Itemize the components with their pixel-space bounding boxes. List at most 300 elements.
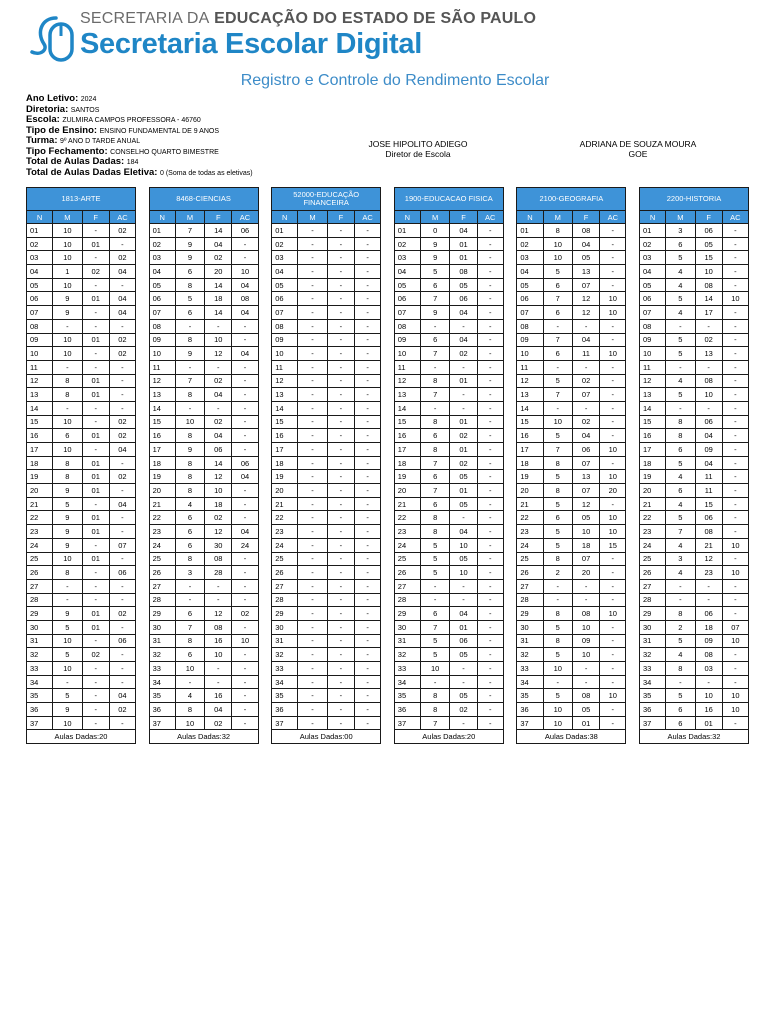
grade-cell: 6 [666, 484, 695, 498]
grade-cell: 21 [517, 497, 543, 511]
grade-cell: - [327, 593, 354, 607]
grade-cell: 10 [53, 237, 82, 251]
grade-cell: 01 [82, 374, 109, 388]
grades-table [149, 187, 259, 744]
grade-cell: 6 [175, 306, 204, 320]
grade-cell: 19 [394, 470, 420, 484]
table-row [394, 579, 503, 593]
table-row [149, 511, 258, 525]
grade-cell: - [232, 388, 258, 402]
grade-cell: - [109, 648, 135, 662]
grade-cell: 7 [420, 388, 449, 402]
grade-cell: 10 [232, 265, 258, 279]
grade-cell: - [232, 443, 258, 457]
table-row [394, 470, 503, 484]
grade-cell: 06 [394, 292, 420, 306]
table-row [394, 620, 503, 634]
grade-cell: 15 [695, 251, 722, 265]
grade-cell: 24 [232, 538, 258, 552]
grade-cell: 7 [420, 620, 449, 634]
table-row [394, 429, 503, 443]
table-row [27, 347, 136, 361]
table-row [639, 579, 748, 593]
grade-cell: - [109, 579, 135, 593]
grade-cell: 8 [175, 429, 204, 443]
grade-cell: 24 [394, 538, 420, 552]
table-row [149, 620, 258, 634]
grade-cell: - [298, 675, 327, 689]
grade-cell: 5 [666, 388, 695, 402]
grade-cell: - [327, 319, 354, 333]
grade-cell: 02 [109, 347, 135, 361]
table-row [639, 456, 748, 470]
grade-cell: 08 [572, 689, 599, 703]
grade-cell: 30 [394, 620, 420, 634]
grade-cell: 9 [53, 703, 82, 717]
table-row [517, 306, 626, 320]
grade-cell: 22 [272, 511, 298, 525]
grade-cell: 05 [639, 278, 665, 292]
grade-cell: - [175, 319, 204, 333]
grade-cell: 14 [205, 224, 232, 238]
grade-cell: - [355, 224, 381, 238]
table-row [27, 716, 136, 730]
grade-cell: 03 [695, 662, 722, 676]
grade-cell: - [82, 443, 109, 457]
grade-cell: 4 [175, 689, 204, 703]
grade-cell: - [232, 484, 258, 498]
grade-cell: 35 [149, 689, 175, 703]
grade-cell: 11 [572, 347, 599, 361]
info-value: CONSELHO QUARTO BIMESTRE [110, 148, 219, 156]
table-row [149, 388, 258, 402]
table-row [149, 703, 258, 717]
grade-cell: - [327, 675, 354, 689]
table-row [27, 579, 136, 593]
grade-cell: - [53, 675, 82, 689]
grade-cell: 34 [639, 675, 665, 689]
grade-cell: 09 [149, 333, 175, 347]
grade-cell: 4 [666, 470, 695, 484]
grade-cell: 06 [695, 224, 722, 238]
grade-cell: 10 [543, 251, 572, 265]
grade-cell: 25 [272, 552, 298, 566]
grade-cell: 04 [109, 497, 135, 511]
table-row [272, 224, 381, 238]
grade-cell: - [298, 497, 327, 511]
grade-cell: 8 [175, 703, 204, 717]
grade-cell: 6 [543, 306, 572, 320]
table-row [394, 333, 503, 347]
grade-cell: 12 [149, 374, 175, 388]
table-row [272, 360, 381, 374]
grade-cell: 20 [572, 566, 599, 580]
table-row [149, 497, 258, 511]
grade-cell: 02 [450, 456, 477, 470]
grade-cell: - [450, 319, 477, 333]
grade-cell: 04 [205, 237, 232, 251]
table-row [272, 401, 381, 415]
grade-cell: - [327, 552, 354, 566]
grade-cell: 10 [543, 415, 572, 429]
grade-cell: - [327, 388, 354, 402]
grade-cell: - [355, 607, 381, 621]
grade-cell: - [355, 278, 381, 292]
grade-cell: 04 [572, 333, 599, 347]
grade-cell: - [53, 593, 82, 607]
grade-cell: - [477, 415, 503, 429]
grade-cell: 6 [420, 497, 449, 511]
grade-cell: - [543, 401, 572, 415]
grade-cell: - [298, 306, 327, 320]
grade-cell: - [327, 237, 354, 251]
grade-cell: 01 [450, 237, 477, 251]
grade-cell: - [109, 278, 135, 292]
table-row [27, 265, 136, 279]
grade-cell: 5 [543, 429, 572, 443]
grade-cell: - [355, 429, 381, 443]
table-row [272, 388, 381, 402]
grade-cell: - [327, 470, 354, 484]
grade-cell: - [298, 579, 327, 593]
grade-cell: 08 [232, 292, 258, 306]
grade-cell: - [298, 689, 327, 703]
grade-cell: 8 [53, 456, 82, 470]
grade-cell: 5 [543, 374, 572, 388]
grade-cell: - [450, 675, 477, 689]
grade-cell: 35 [517, 689, 543, 703]
grade-cell: - [327, 634, 354, 648]
table-row [639, 292, 748, 306]
grade-cell: - [477, 360, 503, 374]
grade-cell: - [298, 347, 327, 361]
grade-cell: - [355, 716, 381, 730]
grade-cell: - [82, 675, 109, 689]
grade-cell: 8 [53, 566, 82, 580]
grade-cell: 37 [639, 716, 665, 730]
grade-cell: 13 [572, 265, 599, 279]
grade-cell: - [477, 675, 503, 689]
grade-cell: - [298, 511, 327, 525]
grade-cell: 4 [666, 566, 695, 580]
grade-cell: 02 [572, 415, 599, 429]
grade-cell: - [232, 251, 258, 265]
system-name: Secretaria Escolar Digital [80, 28, 422, 60]
grade-cell: - [722, 360, 748, 374]
table-row [517, 689, 626, 703]
grade-cell: 33 [272, 662, 298, 676]
grade-cell: - [298, 374, 327, 388]
grade-cell: - [722, 648, 748, 662]
grade-cell: 37 [27, 716, 53, 730]
grade-cell: 8 [420, 525, 449, 539]
table-row [272, 306, 381, 320]
grade-cell: 12 [205, 347, 232, 361]
grade-cell: 10 [600, 470, 626, 484]
grade-cell: 09 [27, 333, 53, 347]
table-row [394, 511, 503, 525]
grade-cell: 01 [149, 224, 175, 238]
grade-cell: - [232, 593, 258, 607]
grade-cell: 05 [572, 251, 599, 265]
info-label: Total de Aulas Dadas Eletiva: [26, 166, 158, 178]
grade-cell: 21 [394, 497, 420, 511]
grade-cell: 31 [517, 634, 543, 648]
table-row [394, 689, 503, 703]
table-row [149, 278, 258, 292]
grade-cell: - [109, 484, 135, 498]
table-row [27, 429, 136, 443]
grade-cell: - [666, 360, 695, 374]
grade-cell: 09 [394, 333, 420, 347]
grade-cell: 10 [53, 278, 82, 292]
grade-cell: - [722, 552, 748, 566]
table-row [639, 265, 748, 279]
grade-cell: - [327, 525, 354, 539]
grade-cell: - [355, 415, 381, 429]
grade-cell: - [298, 593, 327, 607]
grade-cell: 08 [27, 319, 53, 333]
grade-cell: 2 [543, 566, 572, 580]
grade-cell: 35 [394, 689, 420, 703]
grade-cell: - [327, 662, 354, 676]
grade-cell: 04 [450, 607, 477, 621]
table-row [394, 662, 503, 676]
table-row [517, 388, 626, 402]
grade-cell: 8 [543, 224, 572, 238]
grade-cell: - [722, 675, 748, 689]
table-row [639, 470, 748, 484]
grade-cell: 31 [639, 634, 665, 648]
info-value: 9º ANO D TARDE ANUAL [60, 138, 141, 145]
grade-cell: 20 [517, 484, 543, 498]
grade-cell: 7 [543, 443, 572, 457]
subject-blocks [26, 187, 749, 744]
grade-cell: 8 [175, 456, 204, 470]
grade-cell: - [420, 319, 449, 333]
grade-cell: 34 [517, 675, 543, 689]
grade-cell: 34 [272, 675, 298, 689]
grade-cell: - [232, 703, 258, 717]
table-row [272, 456, 381, 470]
table-row [394, 703, 503, 717]
grade-cell: 37 [272, 716, 298, 730]
subject-block [394, 187, 504, 744]
grade-cell: 15 [149, 415, 175, 429]
grade-cell: 7 [543, 333, 572, 347]
mouse-logo-icon [28, 12, 80, 64]
grade-cell: 10 [53, 415, 82, 429]
grade-cell: 09 [695, 443, 722, 457]
grade-cell: 35 [272, 689, 298, 703]
grade-cell: 23 [639, 525, 665, 539]
grade-cell: 18 [205, 292, 232, 306]
grade-cell: - [477, 566, 503, 580]
grade-cell: 10 [175, 716, 204, 730]
grade-cell: 18 [149, 456, 175, 470]
grade-cell: 7 [420, 716, 449, 730]
grade-cell: 10 [53, 251, 82, 265]
grade-cell: - [722, 662, 748, 676]
grade-cell: - [327, 224, 354, 238]
grade-cell: - [600, 224, 626, 238]
grade-cell: - [722, 593, 748, 607]
grade-cell: 08 [572, 224, 599, 238]
grade-cell: - [232, 662, 258, 676]
grade-cell: 7 [175, 620, 204, 634]
grade-cell: 8 [543, 552, 572, 566]
grade-cell: 8 [53, 470, 82, 484]
grade-cell: 22 [517, 511, 543, 525]
info-row [26, 168, 253, 179]
grade-cell: - [600, 579, 626, 593]
grade-cell: 10 [722, 566, 748, 580]
grade-cell: 01 [517, 224, 543, 238]
column-header: M [420, 211, 449, 224]
grade-cell: 21 [695, 538, 722, 552]
grade-cell: 02 [232, 607, 258, 621]
grade-cell: 25 [149, 552, 175, 566]
signature-role: Diretor de Escola [385, 148, 451, 159]
grade-cell: - [355, 648, 381, 662]
grade-cell: 11 [149, 360, 175, 374]
table-row [394, 265, 503, 279]
grade-cell: 21 [149, 497, 175, 511]
grade-cell: 22 [639, 511, 665, 525]
grade-cell: 05 [394, 278, 420, 292]
table-row [272, 251, 381, 265]
grade-cell: - [355, 511, 381, 525]
grade-cell: - [477, 278, 503, 292]
column-header: M [543, 211, 572, 224]
info-label: Diretoria: [26, 103, 69, 115]
grade-cell: 5 [543, 497, 572, 511]
grade-cell: - [205, 360, 232, 374]
grade-cell: 13 [572, 470, 599, 484]
grade-cell: 05 [450, 470, 477, 484]
grade-cell: 29 [639, 607, 665, 621]
grade-cell: 8 [420, 511, 449, 525]
grade-cell: - [205, 675, 232, 689]
table-row [27, 224, 136, 238]
grade-cell: - [82, 716, 109, 730]
grade-cell: - [298, 470, 327, 484]
grade-cell: - [232, 429, 258, 443]
grade-cell: 10 [600, 443, 626, 457]
grade-cell: - [600, 415, 626, 429]
grade-cell: - [53, 319, 82, 333]
grade-cell: 06 [232, 456, 258, 470]
grade-cell: - [420, 579, 449, 593]
grade-cell: - [109, 237, 135, 251]
classes-given-total: Aulas Dadas:20 [27, 730, 136, 744]
grade-cell: 25 [27, 552, 53, 566]
table-row [149, 675, 258, 689]
grade-cell: - [355, 265, 381, 279]
grade-cell: 07 [572, 552, 599, 566]
grades-table [394, 187, 504, 744]
table-row [272, 511, 381, 525]
grade-cell: - [355, 620, 381, 634]
grade-cell: 04 [272, 265, 298, 279]
grade-cell: - [175, 579, 204, 593]
grade-cell: 23 [272, 525, 298, 539]
table-row [272, 648, 381, 662]
grade-cell: 17 [695, 306, 722, 320]
grade-cell: 24 [517, 538, 543, 552]
grade-cell: 10 [175, 662, 204, 676]
grade-cell: 11 [695, 484, 722, 498]
grade-cell: 16 [517, 429, 543, 443]
grade-cell: 04 [109, 306, 135, 320]
grade-cell: 12 [205, 470, 232, 484]
grade-cell: 10 [722, 689, 748, 703]
grade-cell: 02 [109, 607, 135, 621]
grade-cell: - [695, 675, 722, 689]
grade-cell: 06 [695, 415, 722, 429]
grade-cell: 9 [53, 484, 82, 498]
grade-cell: - [477, 388, 503, 402]
grade-cell: 5 [420, 634, 449, 648]
table-row [394, 224, 503, 238]
table-row [394, 538, 503, 552]
grade-cell: 04 [205, 703, 232, 717]
grade-cell: - [477, 648, 503, 662]
grade-cell: - [722, 415, 748, 429]
grade-cell: 9 [175, 237, 204, 251]
grade-cell: 02 [394, 237, 420, 251]
table-row [517, 319, 626, 333]
grade-cell: 32 [394, 648, 420, 662]
grade-cell: - [695, 360, 722, 374]
grade-cell: 9 [53, 525, 82, 539]
table-row [639, 333, 748, 347]
grade-cell: 9 [175, 443, 204, 457]
table-row [149, 525, 258, 539]
grade-cell: 15 [517, 415, 543, 429]
grade-cell: 6 [666, 716, 695, 730]
grade-cell: 2 [666, 620, 695, 634]
column-header: F [205, 211, 232, 224]
grade-cell: 04 [450, 224, 477, 238]
grade-cell: - [722, 484, 748, 498]
grade-cell: 12 [517, 374, 543, 388]
table-row [272, 716, 381, 730]
grade-cell: 22 [27, 511, 53, 525]
grade-cell: 14 [205, 456, 232, 470]
grade-cell: - [600, 456, 626, 470]
grade-cell: - [109, 552, 135, 566]
grade-cell: 14 [149, 401, 175, 415]
table-row [639, 347, 748, 361]
table-row [272, 552, 381, 566]
grade-cell: 11 [639, 360, 665, 374]
table-row [639, 525, 748, 539]
table-row [27, 648, 136, 662]
grade-cell: - [477, 579, 503, 593]
table-row [517, 360, 626, 374]
grade-cell: - [572, 401, 599, 415]
grade-cell: 16 [27, 429, 53, 443]
table-row [517, 224, 626, 238]
table-row [517, 716, 626, 730]
grade-cell: - [205, 401, 232, 415]
grade-cell: - [600, 662, 626, 676]
grade-cell: 08 [450, 265, 477, 279]
grade-cell: - [298, 607, 327, 621]
grade-cell: 0 [420, 224, 449, 238]
grade-cell: 12 [272, 374, 298, 388]
